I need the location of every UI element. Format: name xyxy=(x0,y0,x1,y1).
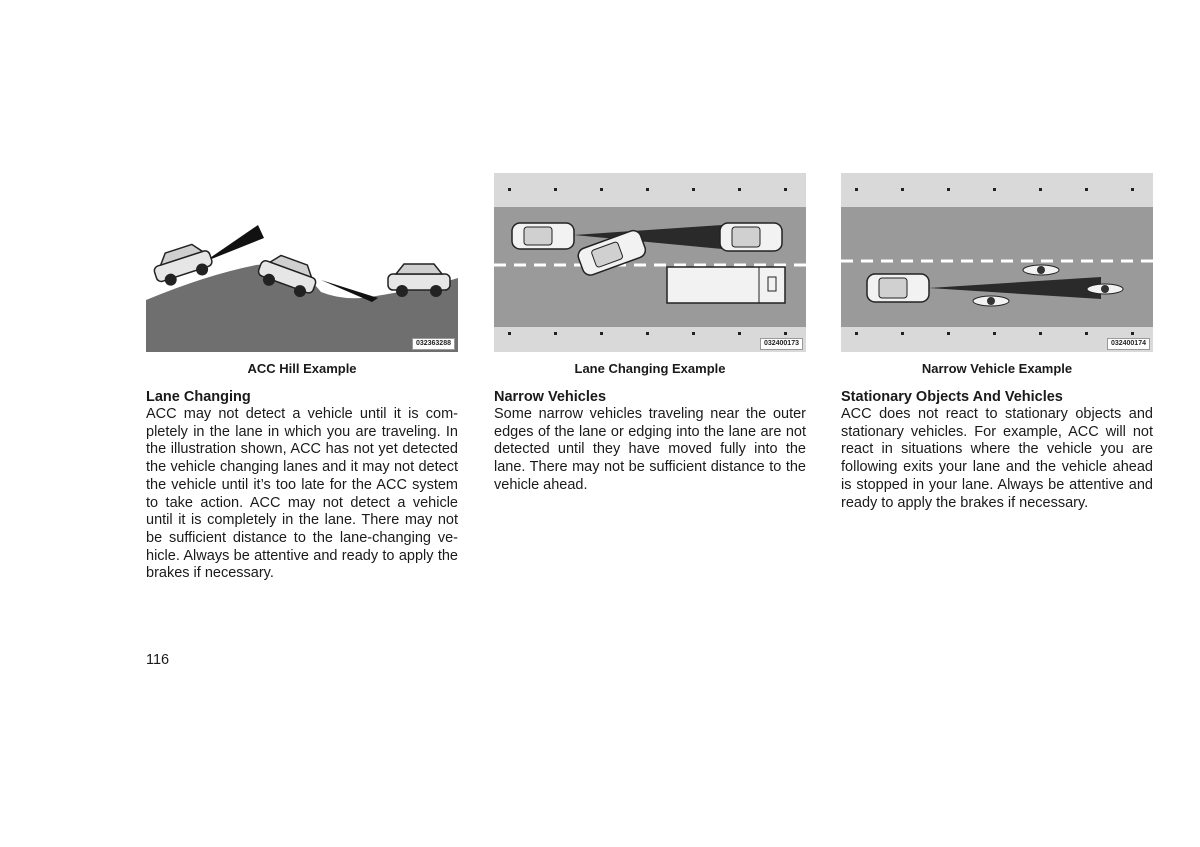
column-narrow-vehicles xyxy=(494,173,806,495)
lane-changing-figure xyxy=(494,173,806,352)
acc-hill-figure xyxy=(146,220,458,352)
figure-caption: Lane Changing Example xyxy=(574,361,726,376)
section-heading: Narrow Vehicles xyxy=(494,389,607,405)
figure-code: 032363288 xyxy=(412,338,455,350)
car-icon xyxy=(720,223,782,251)
section-body: Some narrow vehicles traveling near the outer edges of the lane or edging into the lane are not detected until they have moved fully into the lane. There may not be sufficient distance to the vehicle ahead. xyxy=(494,406,806,493)
figure-caption: Narrow Vehicle Example xyxy=(921,361,1073,376)
section-body: ACC does not react to stationary objects and stationary vehicles. For example, ACC will not react in situations where the vehicle you are following exits your lane and the vehicle ahead is stopped in your lane. Always be attentive and ready to apply the brakes if necessary. xyxy=(841,406,1153,511)
figure-code: 032400173 xyxy=(760,338,803,350)
section-body: ACC may not detect a vehicle until it is com-pletely in the lane in which you are traveling. In the illustration shown, ACC has not yet detected the vehicle changing lanes and it may not detect the vehicle until it’s too late for the ACC system to take action. ACC may not detect a vehicle until it is completely in the lane. There may not be sufficient distance to the lane-changing ve-hicle. Always be attentive and ready to apply the brakes if necessary. xyxy=(146,406,458,582)
motorcycle-icon xyxy=(1087,284,1123,294)
car-icon xyxy=(512,223,574,249)
column-stationary-objects xyxy=(841,173,1153,512)
narrow-vehicle-figure xyxy=(841,173,1153,352)
section-heading: Stationary Objects And Vehicles xyxy=(841,389,1063,405)
figure-caption: ACC Hill Example xyxy=(247,361,357,376)
lane-changing-illustration xyxy=(494,173,806,352)
car-icon xyxy=(867,274,929,302)
motorcycle-icon xyxy=(973,296,1009,306)
figure-code: 032400174 xyxy=(1107,338,1150,350)
section-heading: Lane Changing xyxy=(146,389,251,405)
truck-icon xyxy=(667,267,785,303)
motorcycle-icon xyxy=(1023,265,1059,275)
acc-hill-illustration xyxy=(146,220,458,352)
narrow-vehicle-illustration xyxy=(841,173,1153,352)
column-lane-changing xyxy=(146,220,458,583)
page-number: 116 xyxy=(146,652,170,668)
